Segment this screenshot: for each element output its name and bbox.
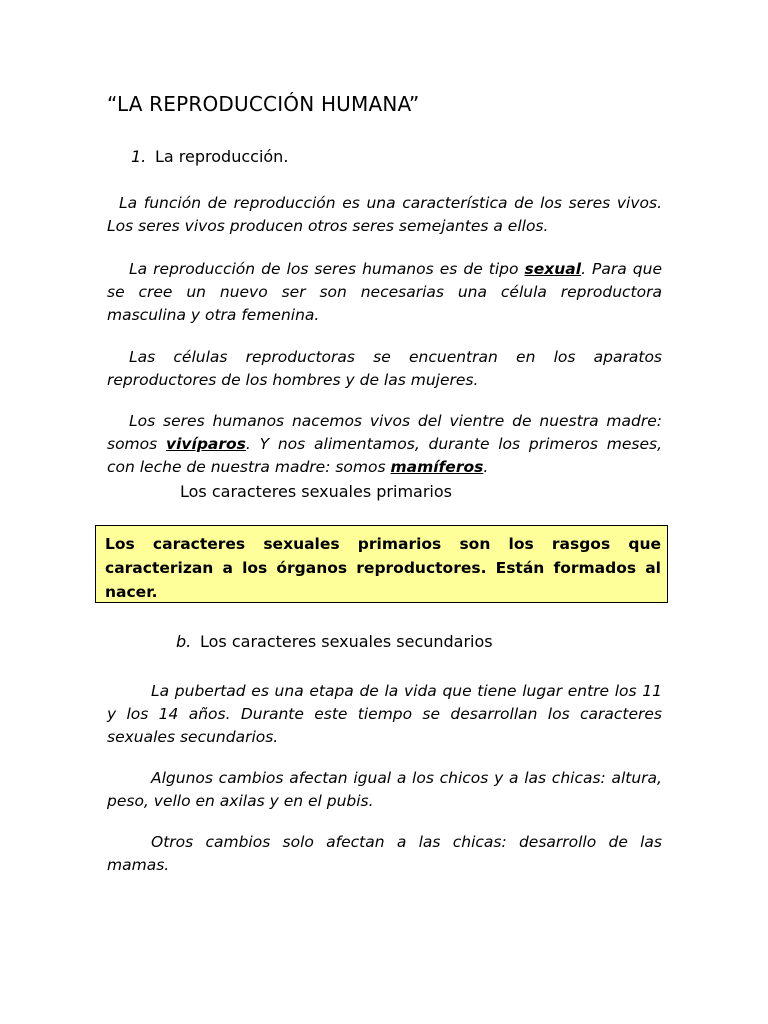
term-viviparos: vivíparos [166, 435, 246, 453]
paragraph-1: La función de reproducción es una característica de los seres vivos. Los seres vivos producen otros seres semejantes a ellos. [107, 194, 662, 235]
section-b-title: Los caracteres sexuales secundarios [200, 632, 493, 651]
paragraph-2-text-a: La reproducción de los seres humanos es de tipo [129, 260, 525, 278]
section-b-heading [176, 632, 493, 651]
paragraph-3: Las células reproductoras se encuentran en los aparatos reproductores de los hombres y de las mujeres. [107, 348, 662, 389]
definition-text: Los caracteres sexuales primarios son los rasgos que caracterizan a los órganos reproductores. Están formados al nacer. [105, 535, 661, 601]
document-title: “LA REPRODUCCIÓN HUMANA” [107, 92, 420, 116]
section-b-number: b. [176, 632, 192, 651]
paragraph-2-text-b: . Para que se cree un nuevo ser son necesarias una célula reproductora masculina y otra femenina. [107, 260, 662, 324]
paragraph-5: La pubertad es una etapa de la vida que tiene lugar entre los 11 y los 14 años. Durante este tiempo se desarrollan los caracteres sexuales secundarios. [107, 682, 662, 746]
paragraph-4-text-c: . [483, 458, 489, 476]
paragraph-7: Otros cambios solo afectan a las chicas: desarrollo de las mamas. [107, 833, 662, 874]
paragraph-4-text-a: Los seres humanos nacemos vivos del vientre de nuestra madre: somos [107, 412, 662, 453]
section-1-number: 1. [131, 147, 147, 166]
section-1-title: La reproducción. [155, 147, 289, 166]
paragraph-2 [107, 258, 662, 327]
paragraph-4-text-b: . Y nos alimentamos, durante los primeros meses, con leche de nuestra madre: somos [107, 435, 662, 476]
paragraph-6: Algunos cambios afectan igual a los chicos y a las chicas: altura, peso, vello en axilas y en el pubis. [107, 769, 662, 810]
primary-characters-heading: Los caracteres sexuales primarios [180, 482, 452, 501]
section-1-heading [131, 147, 288, 166]
term-sexual: sexual [524, 260, 582, 278]
term-mamiferos: mamíferos [390, 458, 484, 476]
paragraph-4 [107, 410, 662, 479]
definition-box [95, 525, 668, 603]
